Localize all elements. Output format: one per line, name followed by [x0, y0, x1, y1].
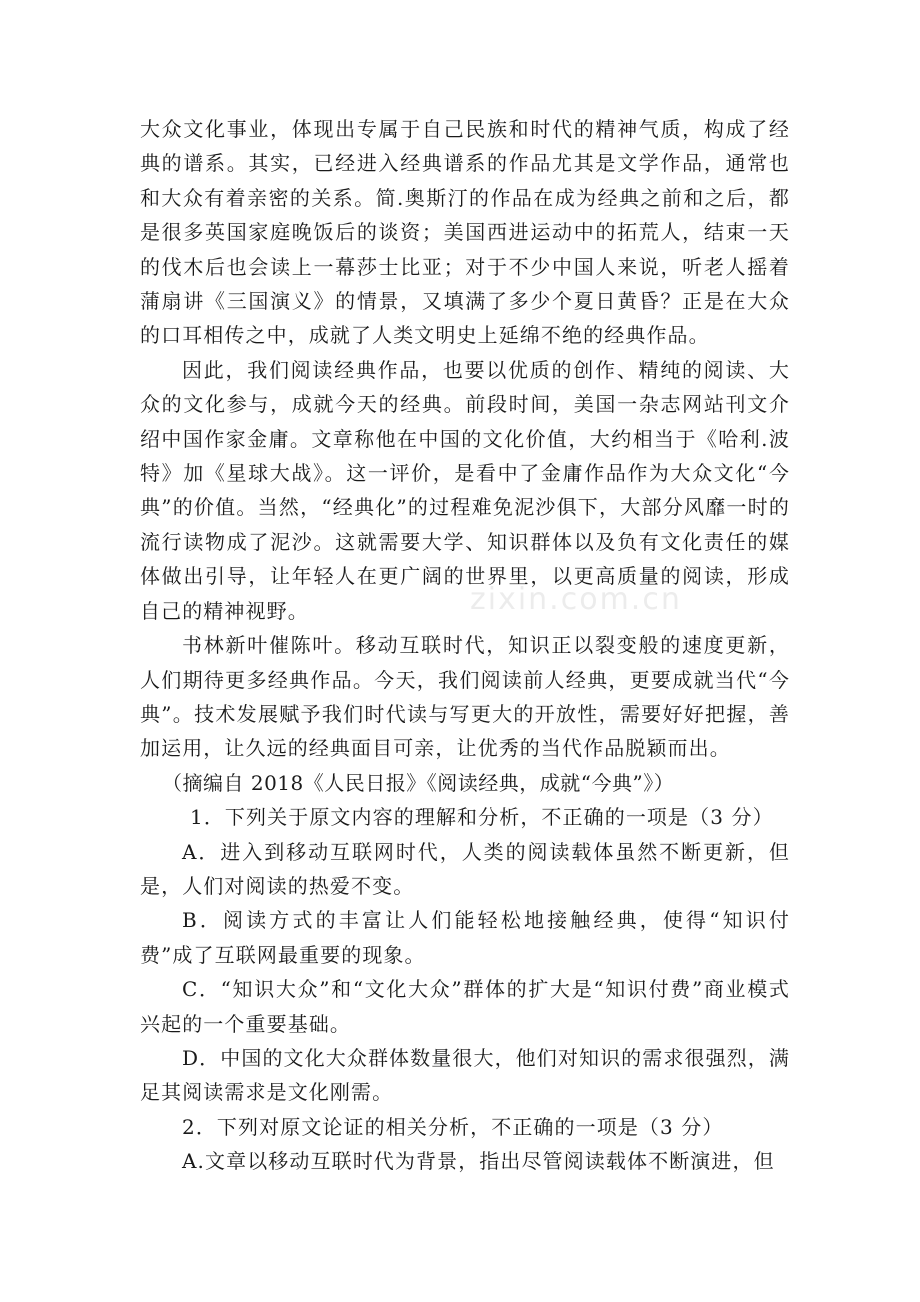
question-1-stem: 1．下列关于原文内容的理解和分析，不正确的一项是（3 分）	[190, 805, 774, 830]
question-1-option-c: C．“知识大众”和“文化大众”群体的扩大是“知识付费”商业模式兴起的一个重要基础。	[140, 977, 790, 1036]
question-1-option-d: D．中国的文化大众群体数量很大，他们对知识的需求很强烈，满足其阅读需求是文化刚需。	[140, 1045, 790, 1105]
passage-paragraph-1: 大众文化事业，体现出专属于自己民族和时代的精神气质，构成了经典的谱系。其实，已经进入经典谱系的作品尤其是文学作品，通常也和大众有着亲密的关系。简.奥斯汀的作品在成为经典之前和之后，都是很多英国家庭晚饭后的谈资；美国西进运动中的拓荒人，结束一天的伐木后也会读上一幕莎士比亚；对于不少中国人来说，听老人摇着蒲扇讲《三国演义》的情景，又填满了多少个夏日黄昏？正是在大众的口耳相传之中，成就了人类文明史上延绵不绝的经典作品。	[140, 117, 790, 348]
question-2-stem: 2．下列对原文论证的相关分析，不正确的一项是（3 分）	[182, 1114, 724, 1139]
watermark: zixin.com.cn	[470, 582, 682, 617]
document-page	[140, 112, 790, 1179]
source-citation: （摘编自 2018《人民日报》《阅读经典，成就“今典”》）	[162, 770, 675, 795]
question-1-option-a: A．进入到移动互联网时代，人类的阅读载体虽然不断更新，但是，人们对阅读的热爱不变。	[140, 839, 790, 898]
question-2-option-a: A.文章以移动互联时代为背景，指出尽管阅读载体不断演进，但	[182, 1149, 775, 1174]
question-1-option-b: B．阅读方式的丰富让人们能轻松地接触经典，使得“知识付费”成了互联网最重要的现象。	[140, 908, 790, 967]
passage-paragraph-3: 书林新叶催陈叶。移动互联时代，知识正以裂变般的速度更新，人们期待更多经典作品。今天，我们阅读前人经典，更要成就当代“今典”。技术发展赋予我们时代读与写更大的开放性，需要好好把握，善加运用，让久远的经典面目可亲，让优秀的当代作品脱颖而出。	[140, 633, 790, 761]
passage-paragraph-2: 因此，我们阅读经典作品，也要以优质的创作、精纯的阅读、大众的文化参与，成就今天的经典。前段时间，美国一杂志网站刊文介绍中国作家金庸。文章称他在中国的文化价值，大约相当于《哈利.波特》加《星球大战》。这一评价，是看中了金庸作品作为大众文化“今典”的价值。当然，“经典化”的过程难免泥沙俱下，大部分风靡一时的流行读物成了泥沙。这就需要大学、知识群体以及负有文化责任的媒体做出引导，让年轻人在更广阔的世界里，以更高质量的阅读，形成自己的精神视野。	[140, 357, 790, 623]
